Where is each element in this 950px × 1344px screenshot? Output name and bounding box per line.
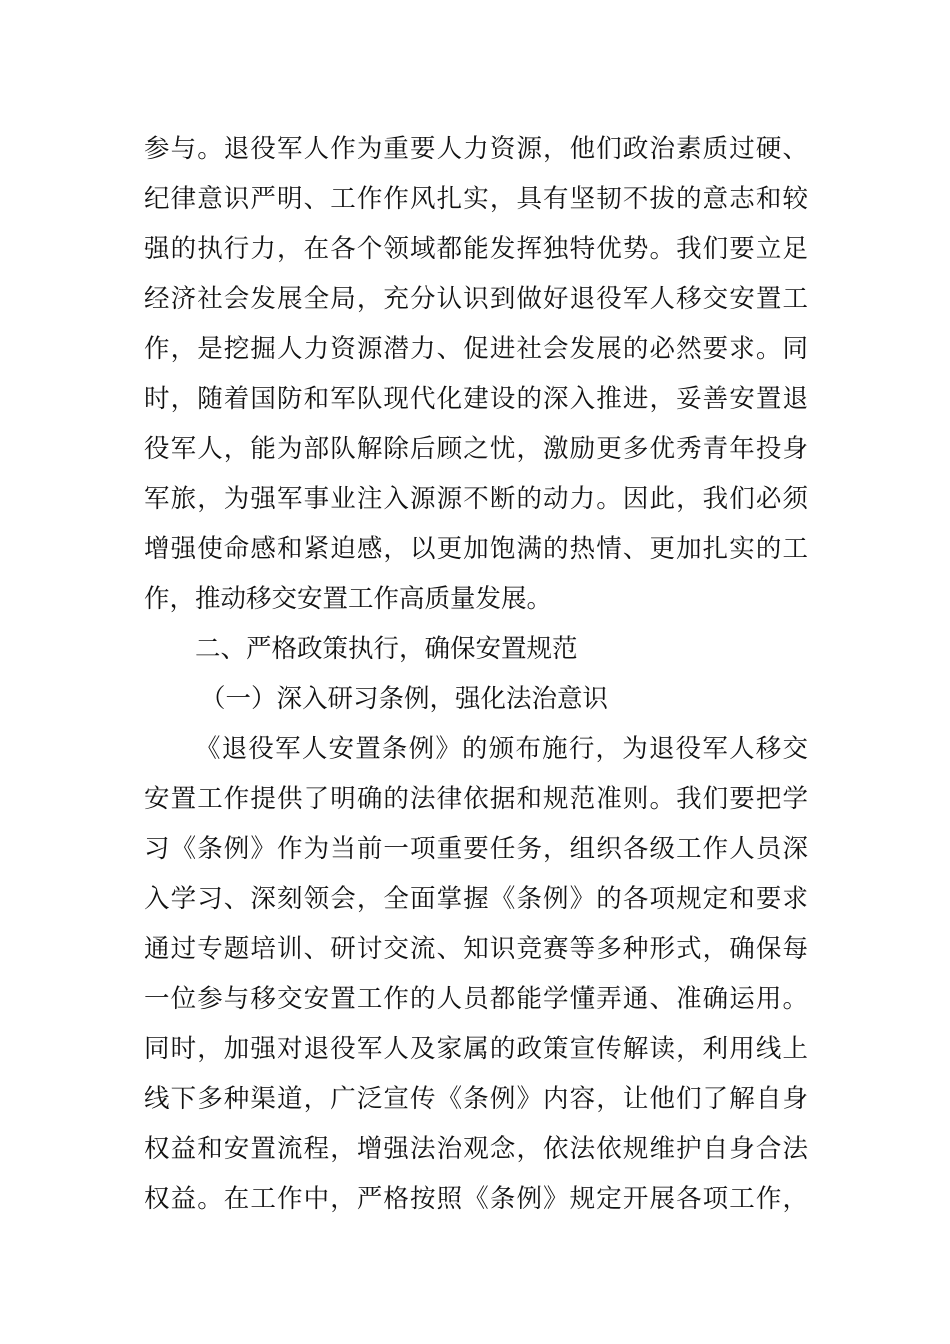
- text-line: 一位参与移交安置工作的人员都能学懂弄通、准确运用。: [144, 984, 808, 1014]
- text-line: 同时，加强对退役军人及家属的政策宣传解读，利用线上: [144, 1034, 808, 1064]
- text-line: 作，推动移交安置工作高质量发展。: [144, 584, 553, 614]
- document-body: [144, 124, 808, 1224]
- text-line: 《退役军人安置条例》的颁布施行，为退役军人移交: [195, 734, 808, 764]
- text-line: 军旅，为强军事业注入源源不断的动力。因此，我们必须: [144, 484, 808, 514]
- text-line: 权益。在工作中，严格按照《条例》规定开展各项工作，: [144, 1184, 808, 1214]
- text-line: 权益和安置流程，增强法治观念，依法依规维护自身合法: [144, 1134, 808, 1164]
- text-line: 强的执行力，在各个领域都能发挥独特优势。我们要立足: [144, 234, 808, 264]
- text-line: 通过专题培训、研讨交流、知识竞赛等多种形式，确保每: [144, 934, 808, 964]
- text-line: 作，是挖掘人力资源潜力、促进社会发展的必然要求。同: [144, 334, 808, 364]
- text-line: 线下多种渠道，广泛宣传《条例》内容，让他们了解自身: [144, 1084, 808, 1114]
- text-line: 纪律意识严明、工作作风扎实，具有坚韧不拔的意志和较: [144, 184, 808, 214]
- section-heading: 二、严格政策执行，确保安置规范: [195, 634, 578, 664]
- text-line: 入学习、深刻领会，全面掌握《条例》的各项规定和要求: [144, 884, 808, 914]
- text-line: 增强使命感和紧迫感，以更加饱满的热情、更加扎实的工: [144, 534, 808, 564]
- text-line: 安置工作提供了明确的法律依据和规范准则。我们要把学: [144, 784, 808, 814]
- text-line: 习《条例》作为当前一项重要任务，组织各级工作人员深: [144, 834, 808, 864]
- text-line: 时，随着国防和军队现代化建设的深入推进，妥善安置退: [144, 384, 808, 414]
- subsection-heading: （一）深入研习条例，强化法治意识: [200, 684, 609, 714]
- text-line: 参与。退役军人作为重要人力资源，他们政治素质过硬、: [144, 134, 808, 164]
- text-line: 经济社会发展全局，充分认识到做好退役军人移交安置工: [144, 284, 808, 314]
- text-line: 役军人，能为部队解除后顾之忧，激励更多优秀青年投身: [144, 434, 808, 464]
